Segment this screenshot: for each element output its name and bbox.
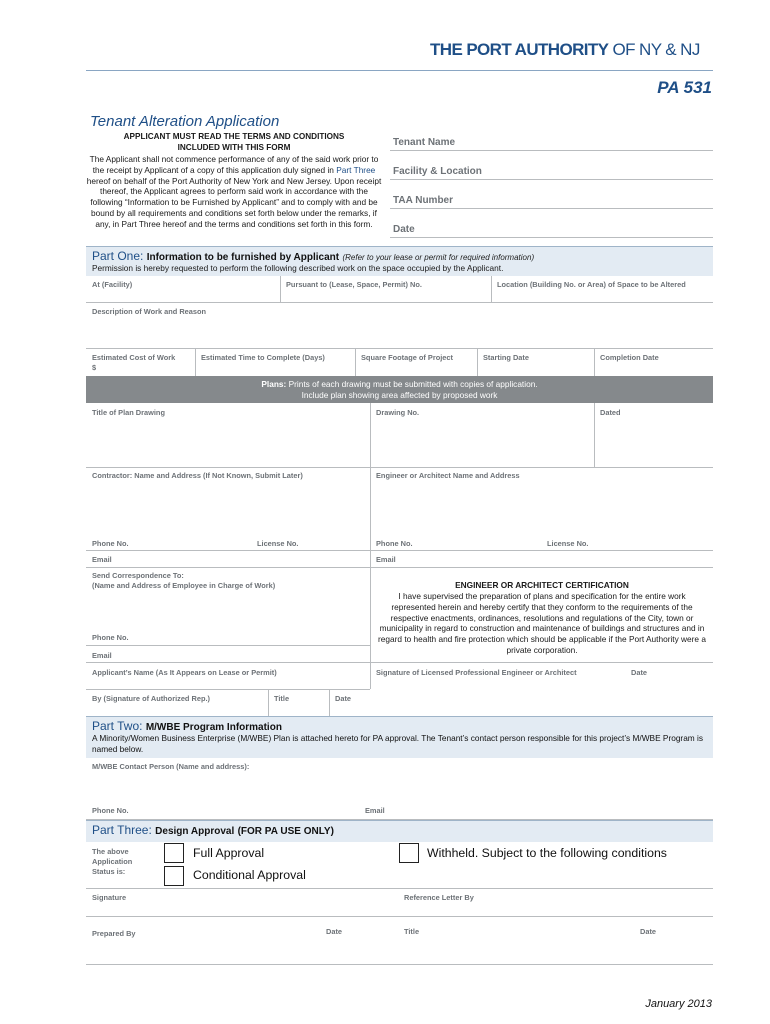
header-rule — [86, 70, 713, 71]
divider — [86, 348, 713, 349]
divider — [594, 348, 595, 376]
licensed-sig-label: Signature of Licensed Professional Engineer or Architect — [376, 668, 577, 677]
plans-text-1: Prints of each drawing must be submitted with copies of application. — [288, 379, 538, 389]
prepared-by-label: Prepared By — [92, 929, 136, 938]
taa-number-field[interactable] — [390, 208, 713, 209]
facility-location-label: Facility & Location — [393, 166, 482, 177]
divider — [477, 348, 478, 376]
engineer-label: Engineer or Architect Name and Address — [376, 471, 520, 480]
sig-date-label: Date — [335, 694, 352, 703]
divider — [329, 689, 330, 716]
contractor-license-label: License No. — [257, 539, 299, 548]
part-three-note: (FOR PA USE ONLY) — [237, 826, 334, 837]
reference-letter-label: Reference Letter By — [404, 893, 474, 902]
certification-body: I have supervised the preparation of plans and specification for the entire work represented herein and hereby certify that they conform to the requirements of the respective enactments, ordinances, resolutions and regulations of the City, town or municipality in regard to construction and maintenance of buildings and structures and in regard to health and fire protection which should be applicable if the Port Authority were a private corporation. — [378, 591, 706, 655]
intro-text — [86, 154, 382, 230]
status-label-3: Status is: — [92, 867, 126, 876]
pursuant-label: Pursuant to (Lease, Space, Permit) No. — [286, 280, 422, 289]
part-one-note: (Refer to your lease or permit for required information) — [342, 253, 535, 262]
divider — [86, 888, 713, 889]
plans-label: Plans: — [261, 379, 287, 389]
location-label: Location (Building No. or Area) of Space to be Altered — [497, 280, 686, 289]
conditional-approval-label: Conditional Approval — [193, 868, 306, 882]
divider — [370, 403, 371, 467]
conditional-approval-checkbox[interactable] — [164, 866, 184, 886]
form-number: PA 531 — [657, 78, 712, 97]
date-label: Date — [393, 224, 415, 235]
part-two-title — [92, 719, 282, 733]
description-label: Description of Work and Reason — [92, 307, 207, 316]
est-time-label: Estimated Time to Complete (Days) — [201, 353, 325, 362]
divider — [86, 550, 713, 551]
status-label-2: Application — [92, 857, 133, 866]
intro-heading-1: APPLICANT MUST READ THE TERMS AND CONDITIONS — [123, 132, 345, 141]
contractor-email-label: Email — [92, 555, 112, 564]
engineer-license-label: License No. — [547, 539, 589, 548]
correspondence-label-2: (Name and Address of Employee in Charge of Work) — [92, 581, 276, 590]
pa-date-label: Date — [640, 927, 657, 936]
part-one-title — [92, 249, 534, 263]
tenant-name-field[interactable] — [390, 150, 713, 151]
at-facility-label: At (Facility) — [92, 280, 133, 289]
intro-text-a: The Applicant shall not commence performance of any of the said work prior to the receipt by Applicant of a copy of this application duly signed in — [89, 154, 379, 175]
divider — [355, 348, 356, 376]
correspondence-phone-label: Phone No. — [92, 633, 129, 642]
part-three-title — [92, 823, 334, 837]
sq-footage-label: Square Footage of Project — [361, 353, 453, 362]
correspondence-label-1: Send Correspondence To: — [92, 571, 184, 580]
footer-date: January 2013 — [645, 998, 712, 1010]
divider — [86, 467, 713, 468]
engineer-phone-label: Phone No. — [376, 539, 413, 548]
divider — [86, 302, 713, 303]
divider — [86, 662, 713, 663]
date-field[interactable] — [390, 237, 713, 238]
divider — [86, 916, 713, 917]
taa-number-label: TAA Number — [393, 195, 453, 206]
part-two-heading: M/WBE Program Information — [145, 722, 282, 733]
full-approval-checkbox[interactable] — [164, 843, 184, 863]
intro-heading-2: INCLUDED WITH THIS FORM — [177, 142, 291, 152]
est-cost-label: Estimated Cost of Work — [92, 353, 176, 362]
plans-bar — [86, 376, 713, 403]
part-one-label: Part One: — [92, 249, 144, 263]
start-date-label: Starting Date — [483, 353, 529, 362]
title-drawing-label: Title of Plan Drawing — [92, 408, 165, 417]
divider — [370, 467, 371, 567]
part-three-label: Part Three: — [92, 823, 152, 837]
mwbe-contact-label: M/WBE Contact Person (Name and address): — [92, 762, 250, 771]
divider — [280, 276, 281, 302]
intro-block — [86, 132, 382, 230]
part-two-label: Part Two: — [92, 719, 143, 733]
tenant-name-label: Tenant Name — [393, 137, 456, 148]
contractor-phone-label: Phone No. — [92, 539, 129, 548]
signature-label: Signature — [92, 893, 127, 902]
divider — [86, 645, 370, 646]
contractor-label: Contractor: Name and Address (If Not Known, Submit Later) — [92, 471, 303, 480]
part-one-heading: Information to be furnished by Applicant — [146, 252, 340, 263]
certification-block — [372, 580, 712, 656]
divider — [491, 276, 492, 302]
form-title: Tenant Alteration Application — [90, 113, 280, 130]
certification-title: ENGINEER OR ARCHITECT CERTIFICATION — [455, 580, 629, 590]
part-two-desc: A Minority/Women Business Enterprise (M/WBE) Plan is attached hereto for PA approval. The Tenant’s contact person responsible for this project’s M/WBE Program is named below. — [92, 733, 704, 754]
divider — [86, 689, 370, 690]
applicant-name-label: Applicant’s Name (As It Appears on Lease or Permit) — [92, 668, 277, 677]
prepared-date-label: Date — [326, 927, 343, 936]
part-one-desc: Permission is hereby requested to perform the following described work on the space occupied by the Applicant. — [92, 263, 504, 273]
drawing-no-label: Drawing No. — [376, 408, 420, 417]
plans-text-2: Include plan showing area affected by proposed work — [301, 389, 498, 400]
mwbe-email-label: Email — [365, 806, 385, 815]
divider — [370, 567, 371, 662]
logo-light-text: OF NY & NJ — [612, 40, 700, 59]
divider — [86, 964, 713, 965]
withheld-label: Withheld. Subject to the following conditions — [427, 846, 667, 860]
intro-text-b: hereof on behalf of the Port Authority of New York and New Jersey. Upon receipt thereof, the Applicant agrees to perform said work in accordance with the following “Information to be Furnished by Applicant” and to comply with and be bound by all requirements and conditions set forth below under the remarks, if any, in Part Three hereof and the terms and conditions set forth in this form. — [86, 175, 382, 229]
divider — [370, 662, 371, 689]
dollar-sign: $ — [92, 363, 97, 372]
status-label-1: The above — [92, 847, 129, 856]
by-signature-label: By (Signature of Authorized Rep.) — [92, 694, 210, 703]
plans-line-1 — [86, 379, 713, 390]
pa-title-label: Title — [404, 927, 420, 936]
part-three-heading: Design Approval — [155, 826, 235, 837]
divider — [195, 348, 196, 376]
divider — [86, 567, 713, 568]
divider — [268, 689, 269, 716]
full-approval-label: Full Approval — [193, 846, 265, 860]
part-three-link[interactable]: Part Three — [336, 164, 376, 175]
engineer-email-label: Email — [376, 555, 396, 564]
port-authority-logo — [430, 40, 700, 60]
logo-bold-text: THE PORT AUTHORITY — [430, 40, 609, 59]
mwbe-phone-label: Phone No. — [92, 806, 129, 815]
dated-label: Dated — [600, 408, 621, 417]
divider — [594, 403, 595, 467]
licensed-date-label: Date — [631, 668, 648, 677]
completion-date-label: Completion Date — [600, 353, 659, 362]
facility-location-field[interactable] — [390, 179, 713, 180]
correspondence-email-label: Email — [92, 651, 112, 660]
title-label: Title — [274, 694, 290, 703]
withheld-checkbox[interactable] — [399, 843, 419, 863]
